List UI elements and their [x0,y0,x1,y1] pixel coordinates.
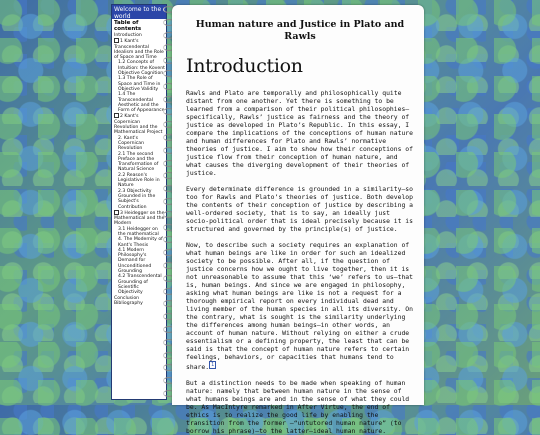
toc-item[interactable] [112,301,166,306]
toc-item-label: 4.1 Modern Philosophy's Demand for Unconditioned Grounding [118,247,152,275]
footnote-link[interactable]: 1 [211,362,215,368]
paragraph: Every determinate difference is grounded in a similarity—so too for Rawls and Plato’s theories of justice. Both develop the contents of their conception of justice by describing a well-ordered society, that is to say, an ideally just socio-political order that is ideal precisely because it is structured and governed by the principle(s) of justice. [186,185,414,233]
toc-item[interactable] [112,152,166,173]
toc-list [112,33,166,306]
toc-item-label: Conclusion [114,295,140,301]
toc-item[interactable] [112,76,166,92]
toc-item-label: Bibliography [114,300,143,306]
paragraph: Rawls and Plato are temporally and philosophically quite distant from one another. Yet there is something to be learned from a comparison of their political philosophies—specifically, Rawls’ justice as fairness and the theory of justice as developed in Plato’s Republic. In this essay, I compare the implications of the conceptions of human nature and human differences for Plato and Rawls’ normative theories of justice. I aim to show how their conceptions of justice flow from their conception of human nature, and what causes the diverging development of their theories of justice. [186,89,414,177]
toc-item[interactable] [112,189,166,210]
nav-title: Welcome to the world [112,5,166,19]
toc-item-label: 1 Kant's Transcendental Idealism and the Role of Space and Time [114,39,164,61]
toc-item-label: 4.2 Transcendental Grounding of Scientific Objectivity [118,274,162,296]
toc-item[interactable] [112,38,166,60]
paragraph-text: Now, to describe such a society requires an explanation of what human beings are like in order for such an idealized society to be possible. After all, if the question of justice concerns how we ought to live together, then it is not unreasonable to assume that this ‘we’ refers to us—that is, human beings. And since we are engaged in philosophy, asking what human beings are like is not a request for a thorough empirical report on every individual dead and living member of the human species in all its diversity. On the contrary, what is sought is the similarity underlying the differences among human beings—in other words, an account of human nature. Without relying on either a crude essentialism or a defining property, the least that can be said is that the concept of human nature refers to certain feelings, behaviors, or capacities that humans tend to share. [186,241,414,372]
toc-item[interactable] [112,173,166,189]
toc-item[interactable] [112,210,166,227]
expand-toggle-icon[interactable] [114,113,119,118]
toc-item[interactable] [112,136,166,152]
toc-item-label: Introduction [114,33,142,38]
toc-panel [111,4,167,400]
toc-item[interactable] [112,60,166,76]
toc-item-label: 2 Kant's Copernican Revolution and the Mathematical Project [114,114,163,136]
toc-item-label: 3 Heidegger on the Mathematical and the Modern [114,210,165,227]
toc-item[interactable] [112,248,166,274]
toc-item[interactable] [112,113,166,135]
toc-item[interactable] [112,92,166,113]
toc-item-label: 1.2 Concepts of Intuition: the Kovent Objective Cognition [118,60,165,77]
toc-heading: Table of contents [114,20,142,32]
toc-item-label: 2.3 Objectivity Grounded in the Subject's Contribution [118,188,156,210]
toc-item-label: 1.3 The Role of Space and Time in Objective Validity [118,76,161,92]
toc-item-label: 1.4 The Transcendental Aesthetic and the Form of Appearance [118,92,165,114]
document-title: Human nature and Justice in Plato and Rawls [195,19,405,42]
section-heading: Introduction [186,55,303,77]
toc-item-label: 4. The Modernity of Kant's Thesis [118,237,163,248]
paragraph: But a distinction needs to be made when speaking of human nature: namely that between human nature in the sense of what humans beings are and in the sense of what they could be. As MacIntyre remarked in After Virtue, the end of ethics is to realize the good life by enabling the transition from the former –“untutored human nature” (to borrow his phrase)–to the latter–ideal human nature. [186,379,410,435]
expand-toggle-icon[interactable] [114,38,119,43]
toc-item[interactable] [112,237,166,248]
toc-item[interactable] [112,274,166,295]
toc-item-label: 2.1 The second Preface and the Transformation of Natural Science [118,151,159,173]
toc-item-label: 2. Kant's Copernican Revolution [118,135,145,152]
document-page [172,5,424,435]
toc-item[interactable] [112,227,166,238]
expand-toggle-icon[interactable] [114,210,119,215]
paragraph [186,241,414,371]
toc-item-label: 3.1 Heidegger on the mathematical [118,226,159,237]
toc-item-label: 2.2 Reason's Legislative Role in Nature [118,172,160,189]
